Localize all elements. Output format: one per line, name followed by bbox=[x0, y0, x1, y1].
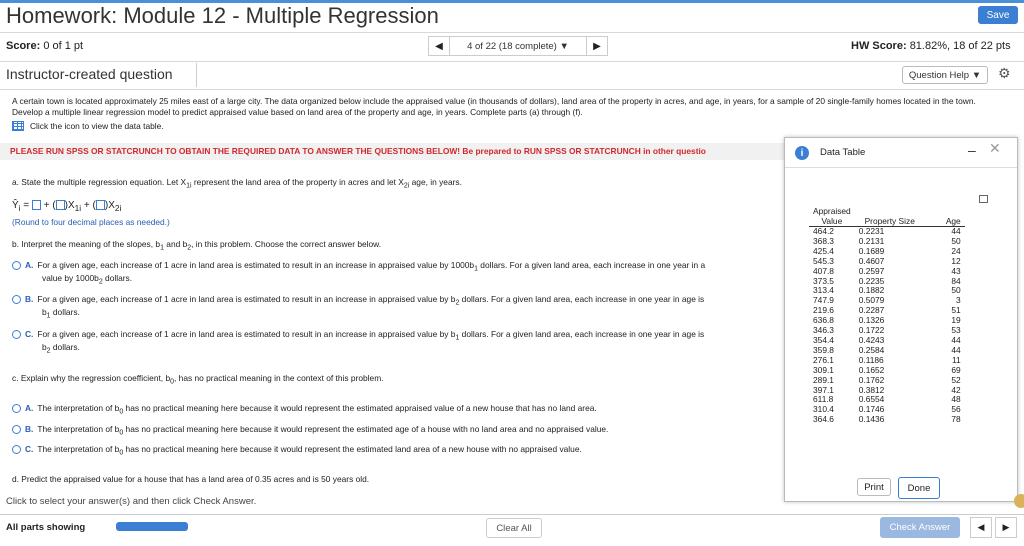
help-bubble-icon[interactable] bbox=[1014, 494, 1024, 508]
divider bbox=[0, 89, 1024, 90]
option-b-b-line2: $b_1$ dollars. bbox=[42, 307, 80, 320]
data-table-title: Data Table bbox=[820, 147, 866, 158]
caret-down-icon: ▼ bbox=[971, 69, 982, 81]
column-header: Appraised Value bbox=[809, 206, 855, 227]
radio-button[interactable] bbox=[12, 330, 21, 339]
radio-button[interactable] bbox=[12, 261, 21, 270]
table-cell: 0.2131 bbox=[858, 235, 885, 246]
table-cell: 44 bbox=[951, 226, 961, 236]
table-row bbox=[809, 376, 965, 386]
radio-button[interactable] bbox=[12, 295, 21, 304]
table-cell: 0.2287 bbox=[858, 305, 885, 316]
part-d-question: d. Predict the appraised value for a house that has a land area of 0.35 acres and is 50 years old. bbox=[12, 474, 370, 484]
table-cell: 53 bbox=[951, 325, 961, 336]
hw-score bbox=[851, 40, 1011, 52]
done-button[interactable]: Done bbox=[898, 477, 940, 499]
data-table-link[interactable] bbox=[12, 121, 164, 131]
footer-instruction: Click to select your answer(s) and then click Check Answer. bbox=[6, 496, 257, 507]
table-cell: 19 bbox=[951, 315, 961, 326]
slope-1-input[interactable] bbox=[56, 200, 65, 210]
table-cell: 0.1186 bbox=[858, 354, 884, 365]
table-cell: 43 bbox=[951, 265, 961, 276]
next-arrow-button[interactable]: ▶ bbox=[995, 517, 1017, 538]
close-icon[interactable]: ✕ bbox=[989, 140, 1001, 156]
option-c-b[interactable]: B. The interpretation of $b_0$ has no practical meaning here because it would represent the estimated age of a house with no land area and no appraised value. bbox=[12, 424, 608, 439]
table-cell: 56 bbox=[951, 404, 961, 415]
table-cell: 0.1689 bbox=[858, 245, 885, 256]
table-cell: 0.2235 bbox=[858, 275, 885, 286]
table-cell: 0.1722 bbox=[858, 325, 885, 336]
question-position-dropdown[interactable] bbox=[449, 37, 587, 55]
table-cell: 364.6 bbox=[813, 414, 834, 425]
question-prompt: A certain town is located approximately 25 miles east of a large city. The data organized below include the appraised value (in thousands of dollars), land area of the property in acres, and age, in years, for a sample of 20 single-family homes located in the town. Develop a multiple linear regression model to predict appraised value based on land area of the property and age, in years. Complete parts (a) through (f). bbox=[12, 96, 976, 117]
next-question-button[interactable]: ▶ bbox=[593, 40, 601, 52]
question-help-label: Question Help bbox=[908, 69, 970, 81]
table-cell: 313.4 bbox=[813, 285, 834, 296]
table-icon[interactable] bbox=[12, 121, 24, 131]
data-table-header bbox=[785, 138, 1017, 168]
table-cell: 84 bbox=[951, 275, 961, 286]
table-cell: 289.1 bbox=[813, 374, 834, 385]
caret-down-icon: ▼ bbox=[559, 40, 569, 52]
hw-score-label: HW Score: bbox=[851, 40, 907, 52]
slope-2-input[interactable] bbox=[96, 200, 105, 210]
score-value: 0 of 1 pt bbox=[43, 40, 84, 52]
table-cell: 346.3 bbox=[813, 325, 834, 336]
score bbox=[6, 40, 83, 52]
copy-icon[interactable] bbox=[979, 195, 988, 203]
table-cell: 354.4 bbox=[813, 334, 834, 345]
table-cell: 0.1762 bbox=[858, 374, 885, 385]
data-table-dialog bbox=[784, 137, 1018, 502]
table-cell: 52 bbox=[951, 374, 961, 385]
prev-question-button[interactable]: ◀ bbox=[435, 40, 443, 52]
page-title: Homework: Module 12 - Multiple Regression bbox=[6, 3, 439, 28]
part-a-question: a. State the multiple regression equation. Let $X_{1i}$ represent the land area of the property in acres and let $X_{2i}$ age, in years. bbox=[12, 177, 462, 190]
table-cell: 0.5079 bbox=[858, 295, 885, 306]
option-b-b[interactable]: B. For a given age, each increase of 1 acre in land area is estimated to result in an increase in appraised value by $b_2$ dollars. For a given land area, each increase in one year in age is bbox=[12, 294, 704, 309]
parts-progress-bar bbox=[116, 522, 188, 531]
column-header: Property Size bbox=[855, 206, 925, 227]
table-cell: 0.1652 bbox=[858, 364, 885, 375]
table-header-row bbox=[809, 206, 965, 227]
table-body bbox=[809, 227, 965, 426]
table-cell: 373.5 bbox=[813, 275, 834, 286]
table-row bbox=[809, 415, 965, 425]
table-cell: 44 bbox=[951, 334, 961, 345]
round-note: (Round to four decimal places as needed.) bbox=[12, 217, 170, 227]
table-cell: 309.1 bbox=[813, 364, 834, 375]
print-button[interactable]: Print bbox=[857, 478, 891, 496]
hw-score-value: 81.82%, 18 of 22 pts bbox=[909, 40, 1011, 52]
regression-equation: $Ŷ_i$ = + ( )$X_{1i}$ + ( )$X_{2i}$ bbox=[12, 200, 122, 213]
table-cell: 0.1746 bbox=[858, 404, 885, 415]
table-cell: 0.2231 bbox=[858, 226, 885, 236]
score-label: Score: bbox=[6, 40, 41, 52]
table-cell: 0.1882 bbox=[858, 285, 885, 296]
question-navigator bbox=[428, 36, 608, 56]
option-b-c-line2: $b_2$ dollars. bbox=[42, 342, 80, 355]
table-cell: 3 bbox=[956, 295, 961, 306]
table-cell: 636.8 bbox=[813, 315, 834, 326]
table-cell: 747.9 bbox=[813, 295, 834, 306]
divider bbox=[196, 63, 197, 87]
part-b-question: b. Interpret the meaning of the slopes, $b_1$ and $b_2$, in this problem. Choose the correct answer below. bbox=[12, 239, 382, 252]
question-source: Instructor-created question bbox=[6, 66, 173, 82]
table-cell: 0.4243 bbox=[858, 334, 885, 345]
table-cell: 42 bbox=[951, 384, 961, 395]
table-cell: 397.1 bbox=[813, 384, 834, 395]
option-b-a-line2: value by $1000b_2$ dollars. bbox=[42, 273, 133, 286]
table-cell: 611.8 bbox=[813, 394, 834, 405]
table-cell: 0.1326 bbox=[858, 315, 885, 326]
table-cell: 48 bbox=[951, 394, 961, 405]
table-cell: 276.1 bbox=[813, 354, 834, 365]
table-cell: 0.6554 bbox=[858, 394, 885, 405]
question-help-button[interactable] bbox=[902, 66, 988, 84]
table-cell: 407.8 bbox=[813, 265, 834, 276]
table-cell: 219.6 bbox=[813, 305, 834, 316]
spss-notice: PLEASE RUN SPSS OR STATCRUNCH TO OBTAIN THE REQUIRED DATA TO ANSWER THE QUESTIONS BELOW! Be prepared to RUN SPSS OR STATCRUNCH in other questio bbox=[0, 143, 790, 160]
table-cell: 51 bbox=[951, 305, 961, 316]
intercept-input[interactable] bbox=[32, 200, 41, 210]
table-cell: 0.2584 bbox=[858, 344, 885, 355]
save-button[interactable]: Save bbox=[978, 6, 1018, 24]
table-cell: 12 bbox=[951, 255, 961, 266]
radio-button[interactable] bbox=[12, 404, 21, 413]
divider bbox=[0, 32, 1024, 33]
clear-all-button[interactable]: Clear All bbox=[486, 518, 542, 538]
table-cell: 359.8 bbox=[813, 344, 834, 355]
table-cell: 464.2 bbox=[813, 226, 834, 236]
radio-button[interactable] bbox=[12, 445, 21, 454]
table-cell: 310.4 bbox=[813, 404, 834, 415]
table-cell: 24 bbox=[951, 245, 961, 256]
table-cell: 0.3812 bbox=[858, 384, 885, 395]
check-answer-button[interactable]: Check Answer bbox=[880, 517, 960, 538]
table-cell: 78 bbox=[951, 414, 961, 425]
minimize-button[interactable]: – bbox=[968, 142, 976, 158]
table-cell: 0.2597 bbox=[858, 265, 885, 276]
option-c-c[interactable]: C. The interpretation of $b_0$ has no practical meaning here because it would represent the estimated land area of a new house with no appraised value. bbox=[12, 444, 582, 459]
table-cell: 50 bbox=[951, 235, 961, 246]
option-b-c[interactable]: C. For a given age, each increase of 1 acre in land area is estimated to result in an increase in appraised value by $b_1$ dollars. For a given land area, each increase in one year in age is bbox=[12, 329, 704, 344]
data-table bbox=[809, 206, 965, 425]
table-cell: 44 bbox=[951, 344, 961, 355]
data-table-link-label: Click the icon to view the data table. bbox=[30, 121, 164, 131]
table-cell: 50 bbox=[951, 285, 961, 296]
table-cell: 11 bbox=[952, 354, 961, 365]
radio-button[interactable] bbox=[12, 425, 21, 434]
all-parts-label: All parts showing bbox=[6, 522, 86, 533]
prev-arrow-button[interactable]: ◀ bbox=[970, 517, 992, 538]
table-cell: 368.3 bbox=[813, 235, 834, 246]
table-cell: 69 bbox=[951, 364, 961, 375]
info-icon: i bbox=[795, 146, 809, 160]
table-cell: 0.1436 bbox=[858, 414, 885, 425]
question-position-label: 4 of 22 (18 complete) bbox=[467, 40, 557, 52]
option-c-a[interactable]: A. The interpretation of $b_0$ has no practical meaning here because it would represent the estimated appraised value of a new house that has no land area. bbox=[12, 403, 597, 418]
table-cell: 545.3 bbox=[813, 255, 834, 266]
table-cell: 0.4607 bbox=[858, 255, 885, 266]
table-cell: 425.4 bbox=[813, 245, 834, 256]
divider bbox=[0, 61, 1024, 62]
column-header: Age bbox=[925, 206, 965, 227]
gear-icon[interactable]: ⚙ bbox=[998, 65, 1011, 81]
option-b-a[interactable]: A. For a given age, each increase of 1 acre in land area is estimated to result in an increase in appraised value by $1000b_1$ dollars. For a given land area, each increase in one year in a bbox=[12, 260, 705, 275]
part-c-question: c. Explain why the regression coefficient, $b_0$, has no practical meaning in the context of this problem. bbox=[12, 373, 384, 386]
